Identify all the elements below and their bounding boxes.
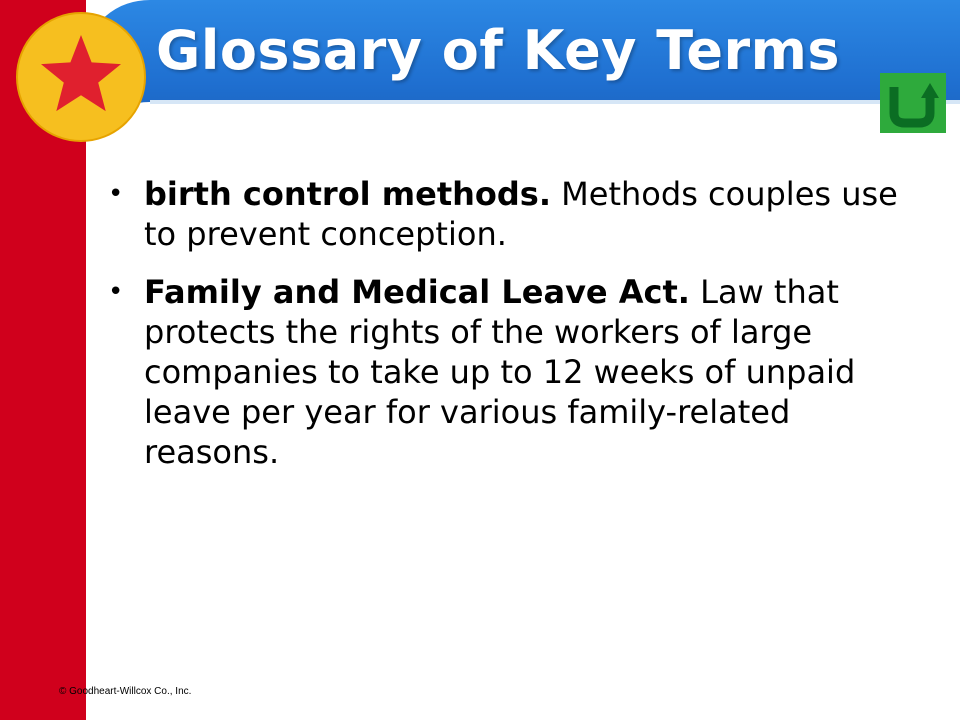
term-definition: Law that protects the rights of the workers of large companies to take up to 12 weeks of unpaid leave per year for various family-related reasons. <box>144 273 856 471</box>
glossary-term <box>108 174 928 254</box>
bullet-icon: • <box>108 277 124 307</box>
term-name: Family and Medical Leave Act. <box>144 273 690 311</box>
copyright-notice: © Goodheart-Willcox Co., Inc. <box>59 686 192 697</box>
star-badge <box>15 11 147 143</box>
bullet-icon: • <box>108 179 124 209</box>
u-turn-arrow-icon <box>880 73 946 133</box>
star-icon <box>15 11 147 143</box>
glossary-term <box>108 272 928 472</box>
slide-title: Glossary of Key Terms <box>156 19 841 82</box>
term-definition: Methods couples use to prevent conception. <box>144 175 898 253</box>
back-button[interactable] <box>880 73 946 133</box>
glossary-list <box>108 174 928 490</box>
term-name: birth control methods. <box>144 175 551 213</box>
